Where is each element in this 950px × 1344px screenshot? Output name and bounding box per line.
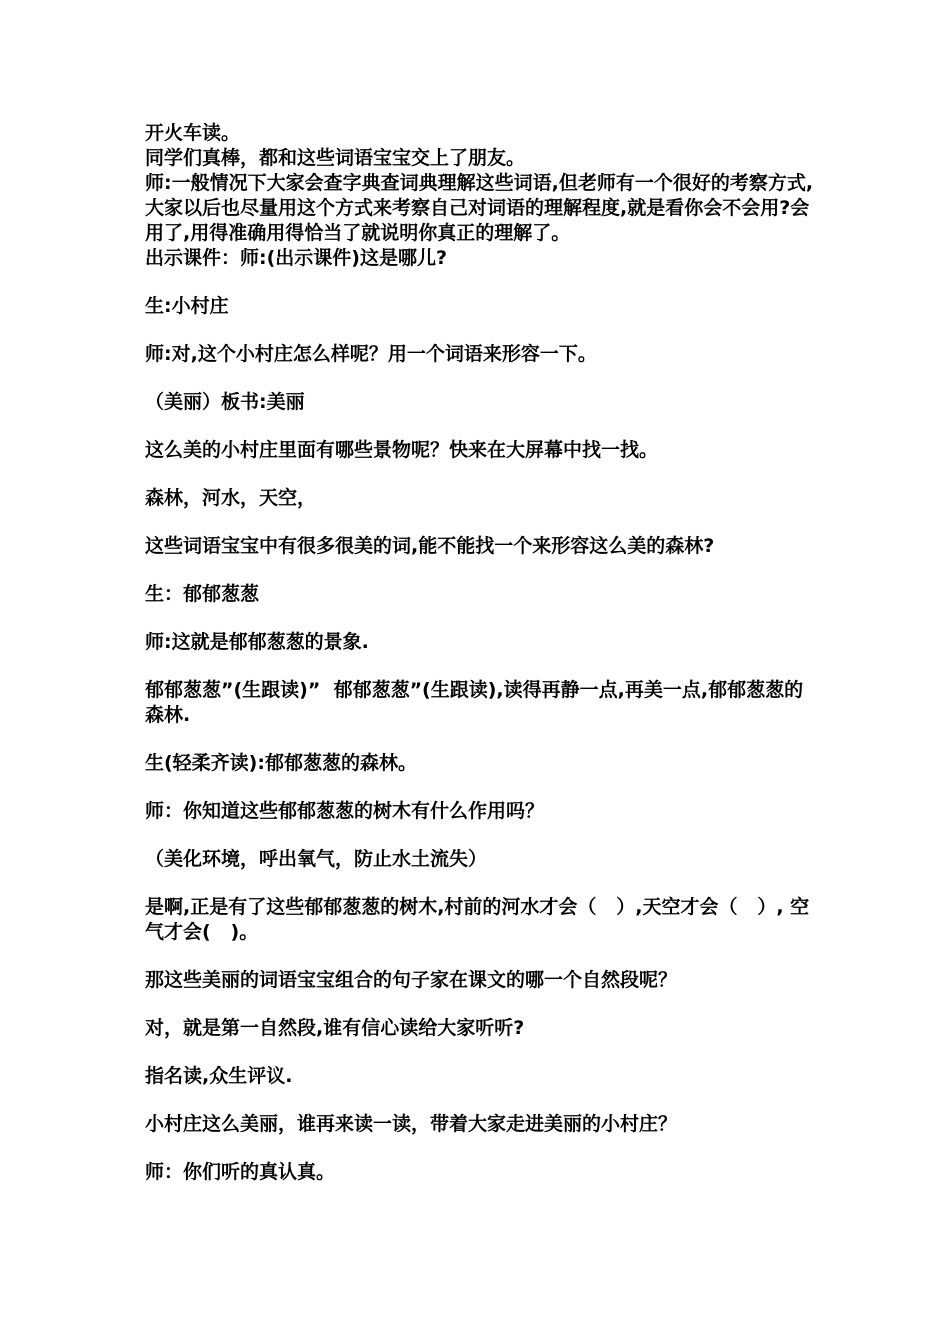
paragraph: 出示课件：师:(出示课件)这是哪儿? <box>145 247 447 269</box>
paragraph: 开火车读。 <box>145 122 241 144</box>
paragraph: 这么美的小村庄里面有哪些景物呢？快来在大屏幕中找一找。 <box>145 439 659 461</box>
paragraph: 生：郁郁葱葱 <box>145 583 260 605</box>
paragraph: 森林，河水，天空， <box>145 487 317 509</box>
paragraph: 师：你知道这些郁郁葱葱的树木有什么作用吗？ <box>145 800 545 822</box>
paragraph: 指名读,众生评议. <box>145 1065 293 1087</box>
paragraph: 师:这就是郁郁葱葱的景象. <box>145 631 369 653</box>
paragraph: 是啊,正是有了这些郁郁葱葱的树木,村前的河水才会（ ）,天空才会（ ）, 空气才会( )。 <box>145 896 810 943</box>
paragraph: 同学们真棒，都和这些词语宝宝交上了朋友。 <box>145 147 526 169</box>
paragraph: 郁郁葱葱”(生跟读)” 郁郁葱葱”(生跟读),读得再静一点,再美一点,郁郁葱葱的森林. <box>145 679 804 726</box>
paragraph: 生:小村庄 <box>145 295 229 317</box>
paragraph: 生(轻柔齐读):郁郁葱葱的森林。 <box>145 752 417 774</box>
paragraph: 那这些美丽的词语宝宝组合的句子家在课文的哪一个自然段呢？ <box>145 969 678 991</box>
paragraph: 对，就是第一自然段,谁有信心读给大家听听? <box>145 1017 525 1039</box>
paragraph: 小村庄这么美丽，谁再来读一读，带着大家走进美丽的小村庄？ <box>145 1113 678 1135</box>
paragraph: 师：你们听的真认真。 <box>145 1161 336 1183</box>
paragraph: 师:对,这个小村庄怎么样呢？用一个词语来形容一下。 <box>145 343 597 365</box>
paragraph: 师:一般情况下大家会查字典查词典理解这些词语,但老师有一个很好的考察方式,大家以后也尽量用这个方式来考察自己对词语的理解程度,就是看你会不会用?会用了,用得准确用得恰当了就说明你真正的理解了。 <box>145 172 814 244</box>
paragraph: （美丽）板书:美丽 <box>145 391 305 413</box>
document-body <box>145 121 815 1185</box>
paragraph: 这些词语宝宝中有很多很美的词,能不能找一个来形容这么美的森林? <box>145 535 715 557</box>
paragraph: （美化环境，呼出氧气，防止水土流失） <box>145 848 488 870</box>
